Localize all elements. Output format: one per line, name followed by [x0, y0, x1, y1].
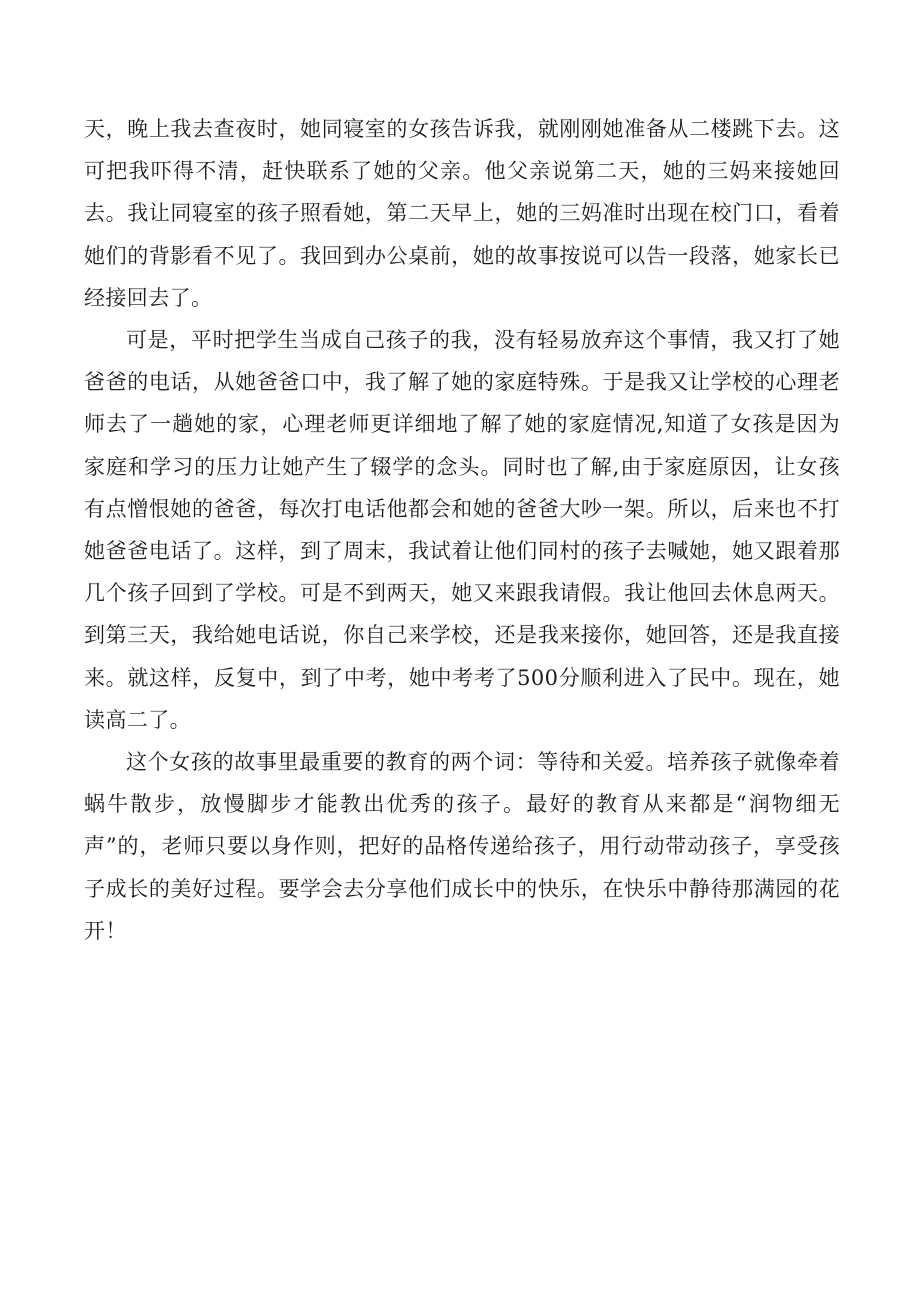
paragraph-conclusion: 这个女孩的故事里最重要的教育的两个词：等待和关爱。培养孩子就像牵着蜗牛散步，放慢脚步才能教出优秀的孩子。最好的教育从来都是“润物细无声”的，老师只要以身作则，把好的品格传递给孩子，用行动带动孩子，享受孩子成长的美好过程。要学会去分享他们成长中的快乐，在快乐中静待那满园的花开！ — [84, 750, 840, 943]
paragraph-follow-up: 可是，平时把学生当成自己孩子的我，没有轻易放弃这个事情，我又打了她爸爸的电话，从她爸爸口中，我了解了她的家庭特殊。于是我又让学校的心理老师去了一趟她的家，心理老师更详细地了解了她的家庭情况,知道了女孩是因为家庭和学习的压力让她产生了辍学的念头。同时也了解,由于家庭原因，让女孩有点憎恨她的爸爸，每次打电话他都会和她的爸爸大吵一架。所以，后来也不打她爸爸电话了。这样，到了周末，我试着让他们同村的孩子去喊她，她又跟着那几个孩子回到了学校。可是不到两天，她又来跟我请假。我让他回去休息两天。到第三天，我给她电话说，你自己来学校，还是我来接你，她回答，还是我直接来。就这样，反复中，到了中考，她中考考了500分顺利进入了民中。现在，她读高二了。 — [84, 328, 840, 732]
document-body — [84, 108, 840, 952]
paragraph-continuation: 天，晚上我去查夜时，她同寝室的女孩告诉我，就刚刚她准备从二楼跳下去。这可把我吓得不清，赶快联系了她的父亲。他父亲说第二天，她的三妈来接她回去。我让同寝室的孩子照看她，第二天早上，她的三妈准时出现在校门口，看着她们的背影看不见了。我回到办公桌前，她的故事按说可以告一段落，她家长已经接回去了。 — [84, 117, 840, 310]
